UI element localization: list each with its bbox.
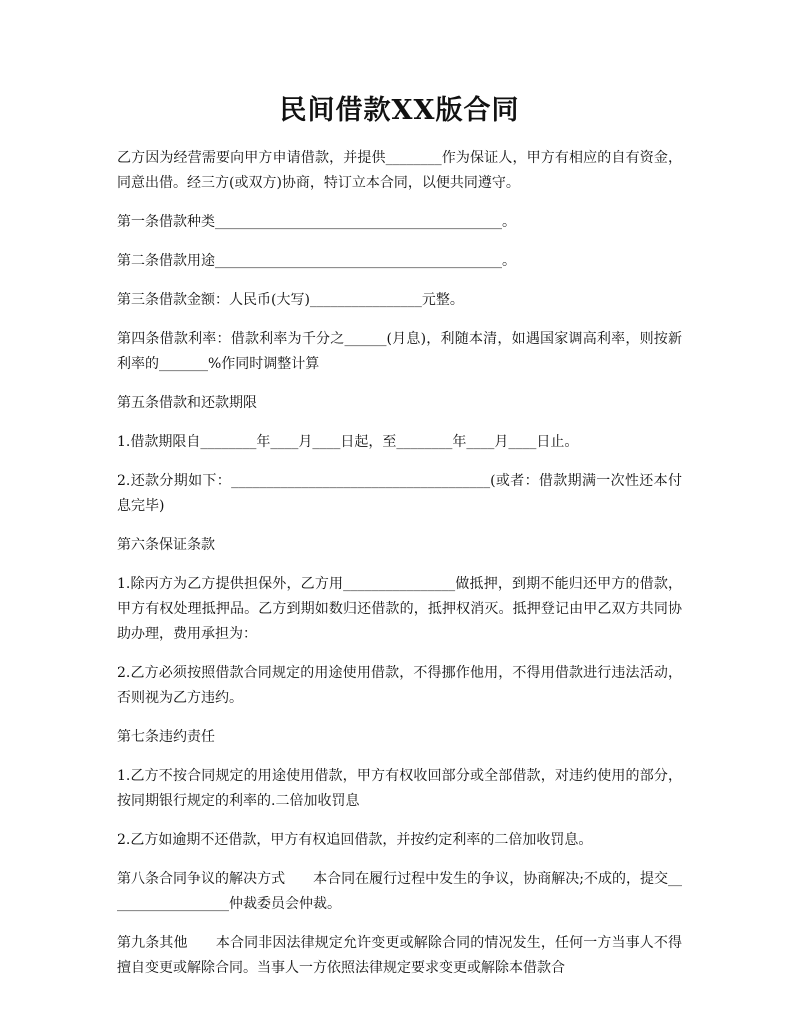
clause-4-interest-rate: 第四条借款利率：借款利率为千分之______(月息)，利随本清，如遇国家调高利率，则按新利率的_______%作同时调整计算 <box>117 331 682 372</box>
clause-6-heading: 第六条保证条款 <box>117 537 215 553</box>
clause-8-dispute-resolution: 第八条合同争议的解决方式 本合同在履行过程中发生的争议，协商解决;不成的，提交__________________仲裁委员会仲裁。 <box>117 871 682 912</box>
clause-7-item-2: 2.乙方如逾期不还借款，甲方有权追回借款，并按约定利率的二倍加收罚息。 <box>117 832 593 848</box>
clause-1-loan-type: 第一条借款种类_________________________________________。 <box>117 214 516 230</box>
clause-6-item-1: 1.除丙方为乙方提供担保外，乙方用________________做抵押，到期不能归还甲方的借款，甲方有权处理抵押品。乙方到期如数归还借款的，抵押权消灭。抵押登记由甲乙双方共同协助办理，费用承担为： <box>117 576 682 642</box>
clause-7-item-1: 1.乙方不按合同规定的用途使用借款，甲方有权收回部分或全部借款，对违约使用的部分，按同期银行规定的利率的.二倍加收罚息 <box>117 768 682 809</box>
clause-2-loan-purpose: 第二条借款用途_________________________________________。 <box>117 253 516 269</box>
clause-7-heading: 第七条违约责任 <box>117 729 215 745</box>
document-title: 民间借款XX版合同 <box>279 95 520 126</box>
clause-6-item-2: 2.乙方必须按照借款合同规定的用途使用借款，不得挪作他用，不得用借款进行违法活动，否则视为乙方违约。 <box>117 665 682 706</box>
contract-page <box>117 0 682 981</box>
clause-5-item-1: 1.借款期限自________年____月____日起，至________年____月____日止。 <box>117 434 579 450</box>
clause-9-other: 第九条其他 本合同非因法律规定允许变更或解除合同的情况发生，任何一方当事人不得擅自变更或解除合同。当事人一方依照法律规定要求变更或解除本借款合 <box>117 935 682 976</box>
clause-5-item-2: 2.还款分期如下：_____________________________________(或者：借款期满一次性还本付息完毕) <box>117 473 682 514</box>
clause-5-heading: 第五条借款和还款期限 <box>117 395 257 411</box>
clause-3-loan-amount: 第三条借款金额：人民币(大写)________________元整。 <box>117 292 464 308</box>
intro-paragraph: 乙方因为经营需要向甲方申请借款，并提供________作为保证人，甲方有相应的自有资金，同意出借。经三方(或双方)协商，特订立本合同，以便共同遵守。 <box>117 150 682 191</box>
